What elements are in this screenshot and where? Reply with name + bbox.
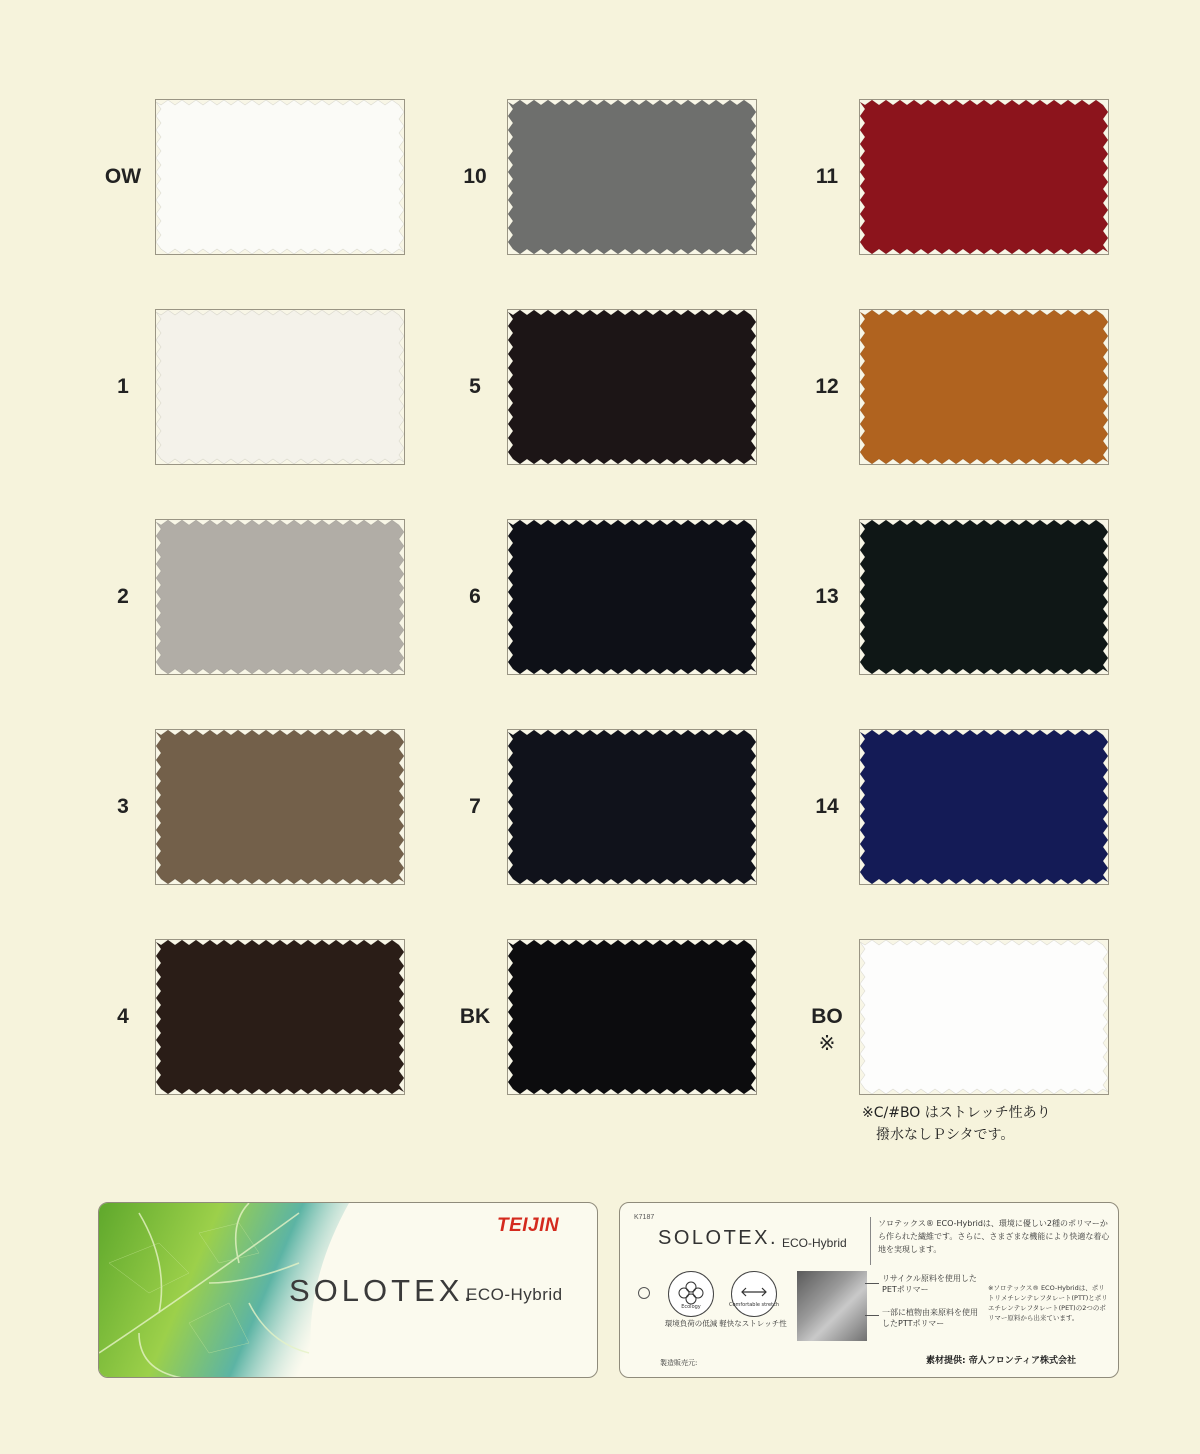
swatch-fabric bbox=[156, 730, 404, 884]
fabric-swatch bbox=[155, 519, 405, 675]
solotex-brand: SOLOTEX. bbox=[289, 1273, 477, 1308]
swatch-label: 2 bbox=[117, 585, 129, 608]
note-line-1: ※C/#BO はストレッチ性あり bbox=[862, 1105, 1051, 1121]
swatch-label: 6 bbox=[469, 585, 481, 608]
callout-pet: リサイクル原料を使用したPETポリマー bbox=[882, 1274, 977, 1294]
product-description: ソロテックス® ECO-Hybridは、環境に優しい2種のポリマーから作られた繊維です。さらに、さまざまな機能により快適な着心地を実現します。 bbox=[878, 1219, 1110, 1254]
fabric-swatch bbox=[155, 729, 405, 885]
callout-line-2 bbox=[865, 1315, 879, 1316]
stretch-icon-text: Comfortable stretch bbox=[728, 1302, 779, 1308]
swatch-fabric bbox=[860, 940, 1108, 1094]
swatch-label: 13 bbox=[815, 585, 839, 608]
ecology-caption: 環境負荷の低減 bbox=[664, 1319, 718, 1328]
swatch-label: 4 bbox=[117, 1005, 129, 1028]
fabric-swatch bbox=[507, 519, 757, 675]
swatch-label: 11 bbox=[815, 165, 839, 188]
swatch-label: 3 bbox=[117, 795, 129, 818]
fabric-swatch bbox=[859, 729, 1109, 885]
fabric-swatch bbox=[155, 99, 405, 255]
solotex-brand-small: SOLOTEX. bbox=[658, 1227, 779, 1249]
fiber-footnote: ※ソロテックス® ECO-Hybridは、ポリトリメチレンテレフタレート(PTT)とポリエチレンテレフタレート(PET)の2つのポリマー原料から出来ています。 bbox=[988, 1284, 1108, 1322]
swatch-label: 5 bbox=[469, 375, 481, 398]
eco-hybrid-label: ECO-Hybrid bbox=[466, 1285, 563, 1304]
fabric-swatch bbox=[859, 99, 1109, 255]
stretch-caption: 軽快なストレッチ性 bbox=[719, 1319, 787, 1328]
eco-hybrid-label-small: ECO-Hybrid bbox=[782, 1236, 847, 1250]
swatch-label: 7 bbox=[469, 795, 481, 818]
swatch-fabric bbox=[860, 310, 1108, 464]
callout-line-1 bbox=[865, 1283, 879, 1284]
fabric-swatch bbox=[507, 309, 757, 465]
brand-card-right bbox=[619, 1202, 1119, 1378]
fabric-swatch bbox=[859, 519, 1109, 675]
swatch-fabric bbox=[860, 730, 1108, 884]
fabric-swatch bbox=[155, 309, 405, 465]
fabric-swatch bbox=[859, 939, 1109, 1095]
brand-card-left bbox=[98, 1202, 598, 1378]
maker-label: 製造販売元: bbox=[660, 1359, 698, 1367]
fabric-swatch bbox=[507, 729, 757, 885]
swatch-label: OW bbox=[104, 165, 142, 188]
ecology-icon-text: Ecology bbox=[681, 1304, 701, 1310]
swatch-fabric bbox=[156, 520, 404, 674]
swatch-label: 14 bbox=[815, 795, 839, 818]
swatch-fabric bbox=[508, 100, 756, 254]
swatch-label: 1 bbox=[117, 375, 129, 398]
ecology-icon bbox=[668, 1271, 714, 1317]
fabric-swatch bbox=[155, 939, 405, 1095]
divider bbox=[870, 1217, 871, 1265]
swatch-fabric bbox=[156, 940, 404, 1094]
swatch-fabric bbox=[508, 310, 756, 464]
stretch-icon bbox=[728, 1271, 779, 1317]
swatch-label: 10 bbox=[463, 165, 487, 188]
note-line-2: 撥水なしＰシタです。 bbox=[876, 1127, 1015, 1143]
swatch-fabric bbox=[156, 310, 404, 464]
fabric-swatch bbox=[507, 939, 757, 1095]
fiber-photo bbox=[797, 1271, 867, 1341]
callout-ptt: 一部に植物由来原料を使用したPTTポリマー bbox=[882, 1308, 978, 1328]
swatch-fabric bbox=[860, 520, 1108, 674]
swatch-label: BO bbox=[811, 1005, 843, 1028]
marker-circle bbox=[638, 1287, 650, 1299]
swatch-mark: ※ bbox=[818, 1031, 836, 1055]
supplier-name: 素材提供: 帝人フロンティア株式会社 bbox=[926, 1356, 1077, 1366]
swatch-label: 12 bbox=[815, 375, 839, 398]
swatch-label: BK bbox=[459, 1005, 491, 1028]
teijin-logo: TEIJIN bbox=[497, 1215, 560, 1236]
swatch-fabric bbox=[508, 940, 756, 1094]
fabric-swatch bbox=[859, 309, 1109, 465]
swatch-fabric bbox=[156, 100, 404, 254]
fabric-swatch bbox=[507, 99, 757, 255]
stretch-note bbox=[862, 1102, 1051, 1146]
swatch-fabric bbox=[860, 100, 1108, 254]
product-code: K7187 bbox=[634, 1214, 655, 1221]
swatch-fabric bbox=[508, 730, 756, 884]
swatch-fabric bbox=[508, 520, 756, 674]
